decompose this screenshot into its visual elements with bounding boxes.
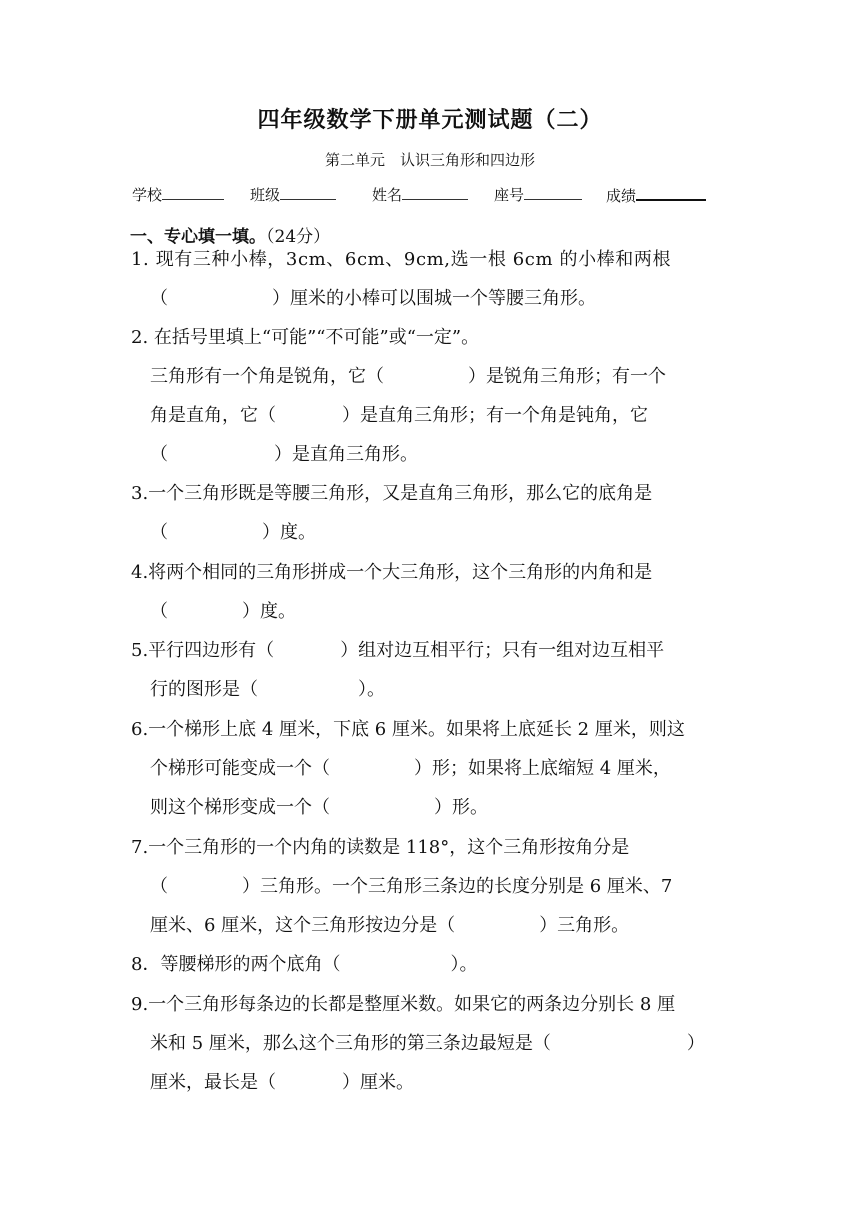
name-label: 姓名 bbox=[372, 186, 403, 204]
q3-line2 bbox=[150, 520, 316, 546]
q6-text-a: 个梯形可能变成一个（ bbox=[150, 758, 330, 779]
section-points: （24分） bbox=[266, 227, 331, 247]
q5-line2 bbox=[150, 677, 385, 703]
q2-paren-open: （ bbox=[150, 444, 168, 465]
q8-text-b: ）。 bbox=[450, 954, 478, 975]
q8-line1 bbox=[131, 952, 477, 978]
q7-line3 bbox=[150, 913, 629, 939]
section-title-fill-in bbox=[130, 222, 330, 247]
score-label: 成绩 bbox=[606, 187, 637, 205]
q9-text-b: 厘米，最长是（ bbox=[150, 1072, 276, 1093]
q6-text-c: 则这个梯形变成一个（ bbox=[150, 797, 330, 818]
q9-line3 bbox=[150, 1070, 414, 1096]
q7-text-c: ）三角形。 bbox=[539, 915, 630, 936]
q1-paren-open: （ bbox=[150, 288, 168, 309]
student-info-row bbox=[132, 183, 732, 207]
q6-line3 bbox=[150, 795, 488, 821]
class-field bbox=[250, 183, 336, 205]
name-field bbox=[372, 183, 468, 205]
q3-text: ）度。 bbox=[262, 522, 316, 543]
q9-line2 bbox=[150, 1031, 705, 1057]
q9-paren-close: ） bbox=[686, 1033, 705, 1054]
q5-text-c: 行的图形是（ bbox=[150, 679, 258, 700]
q4-line2 bbox=[150, 599, 296, 625]
q2-text-a: 三角形有一个角是锐角，它（ bbox=[150, 366, 384, 387]
unit-subtitle: 第二单元 认识三角形和四边形 bbox=[324, 151, 535, 169]
q7-paren-open: （ bbox=[150, 876, 168, 897]
name-blank[interactable] bbox=[402, 183, 468, 200]
q9-text-c: ）厘米。 bbox=[342, 1072, 414, 1093]
q3-line1: 3.一个三角形既是等腰三角形，又是直角三角形，那么它的底角是 bbox=[131, 483, 653, 504]
q7-line1: 7.一个三角形的一个内角的读数是 118°，这个三角形按角分是 bbox=[131, 837, 630, 858]
score-field bbox=[606, 183, 706, 206]
q6-text-d: ）形。 bbox=[434, 797, 488, 818]
seat-label: 座号 bbox=[494, 186, 525, 204]
q9-text-a: 米和 5 厘米，那么这个三角形的第三条边最短是（ bbox=[150, 1033, 551, 1054]
q1-line1: 1. 现有三种小棒，3cm、6cm、9cm,选一根 6cm 的小棒和两根 bbox=[131, 249, 672, 270]
q4-paren-open: （ bbox=[150, 601, 168, 622]
q4-text: ）度。 bbox=[242, 601, 296, 622]
q2-text-d: ）是直角三角形；有一个角是钝角，它 bbox=[342, 405, 648, 426]
page-title: 四年级数学下册单元测试题（二） bbox=[257, 108, 603, 133]
q9-line1: 9.一个三角形每条边的长都是整厘米数。如果它的两条边分别长 8 厘 bbox=[131, 994, 676, 1015]
seat-field bbox=[494, 183, 582, 205]
school-blank[interactable] bbox=[162, 183, 224, 200]
q2-line3 bbox=[150, 403, 648, 429]
q7-text-b: 厘米、6 厘米，这个三角形按边分是（ bbox=[150, 915, 456, 936]
q5-text-a: 5.平行四边形有（ bbox=[131, 640, 275, 661]
q7-line2 bbox=[150, 874, 672, 900]
q5-text-b: ）组对边互相平行；只有一组对边互相平 bbox=[340, 640, 665, 661]
q2-text-e: ）是直角三角形。 bbox=[274, 444, 418, 465]
q1-line2 bbox=[150, 286, 596, 312]
q5-text-d: ）。 bbox=[358, 679, 385, 700]
q6-text-b: ）形；如果将上底缩短 4 厘米， bbox=[414, 758, 671, 779]
seat-blank[interactable] bbox=[524, 183, 582, 200]
section-title-text: 一、专心填一填。 bbox=[130, 227, 266, 247]
q1-text: ）厘米的小棒可以围城一个等腰三角形。 bbox=[272, 288, 596, 309]
q2-line1: 2. 在括号里填上“可能”“不可能”或“一定”。 bbox=[131, 327, 480, 348]
score-blank[interactable] bbox=[636, 183, 706, 201]
q2-line2 bbox=[150, 364, 666, 390]
school-field bbox=[132, 183, 224, 205]
q5-line1 bbox=[131, 638, 664, 664]
q6-line2 bbox=[150, 756, 671, 782]
class-blank[interactable] bbox=[280, 183, 336, 200]
q8-text-a: 8．等腰梯形的两个底角（ bbox=[131, 954, 341, 975]
q2-text-b: ）是锐角三角形；有一个 bbox=[468, 366, 666, 387]
school-label: 学校 bbox=[132, 186, 163, 204]
q7-text-a: ）三角形。一个三角形三条边的长度分别是 6 厘米、7 bbox=[242, 876, 673, 897]
q2-text-c: 角是直角，它（ bbox=[150, 405, 276, 426]
q6-line1: 6.一个梯形上底 4 厘米，下底 6 厘米。如果将上底延长 2 厘米，则这 bbox=[131, 719, 685, 740]
q2-line4 bbox=[150, 442, 418, 468]
class-label: 班级 bbox=[250, 186, 281, 204]
q3-paren-open: （ bbox=[150, 522, 168, 543]
q4-line1: 4.将两个相同的三角形拼成一个大三角形，这个三角形的内角和是 bbox=[131, 562, 653, 583]
